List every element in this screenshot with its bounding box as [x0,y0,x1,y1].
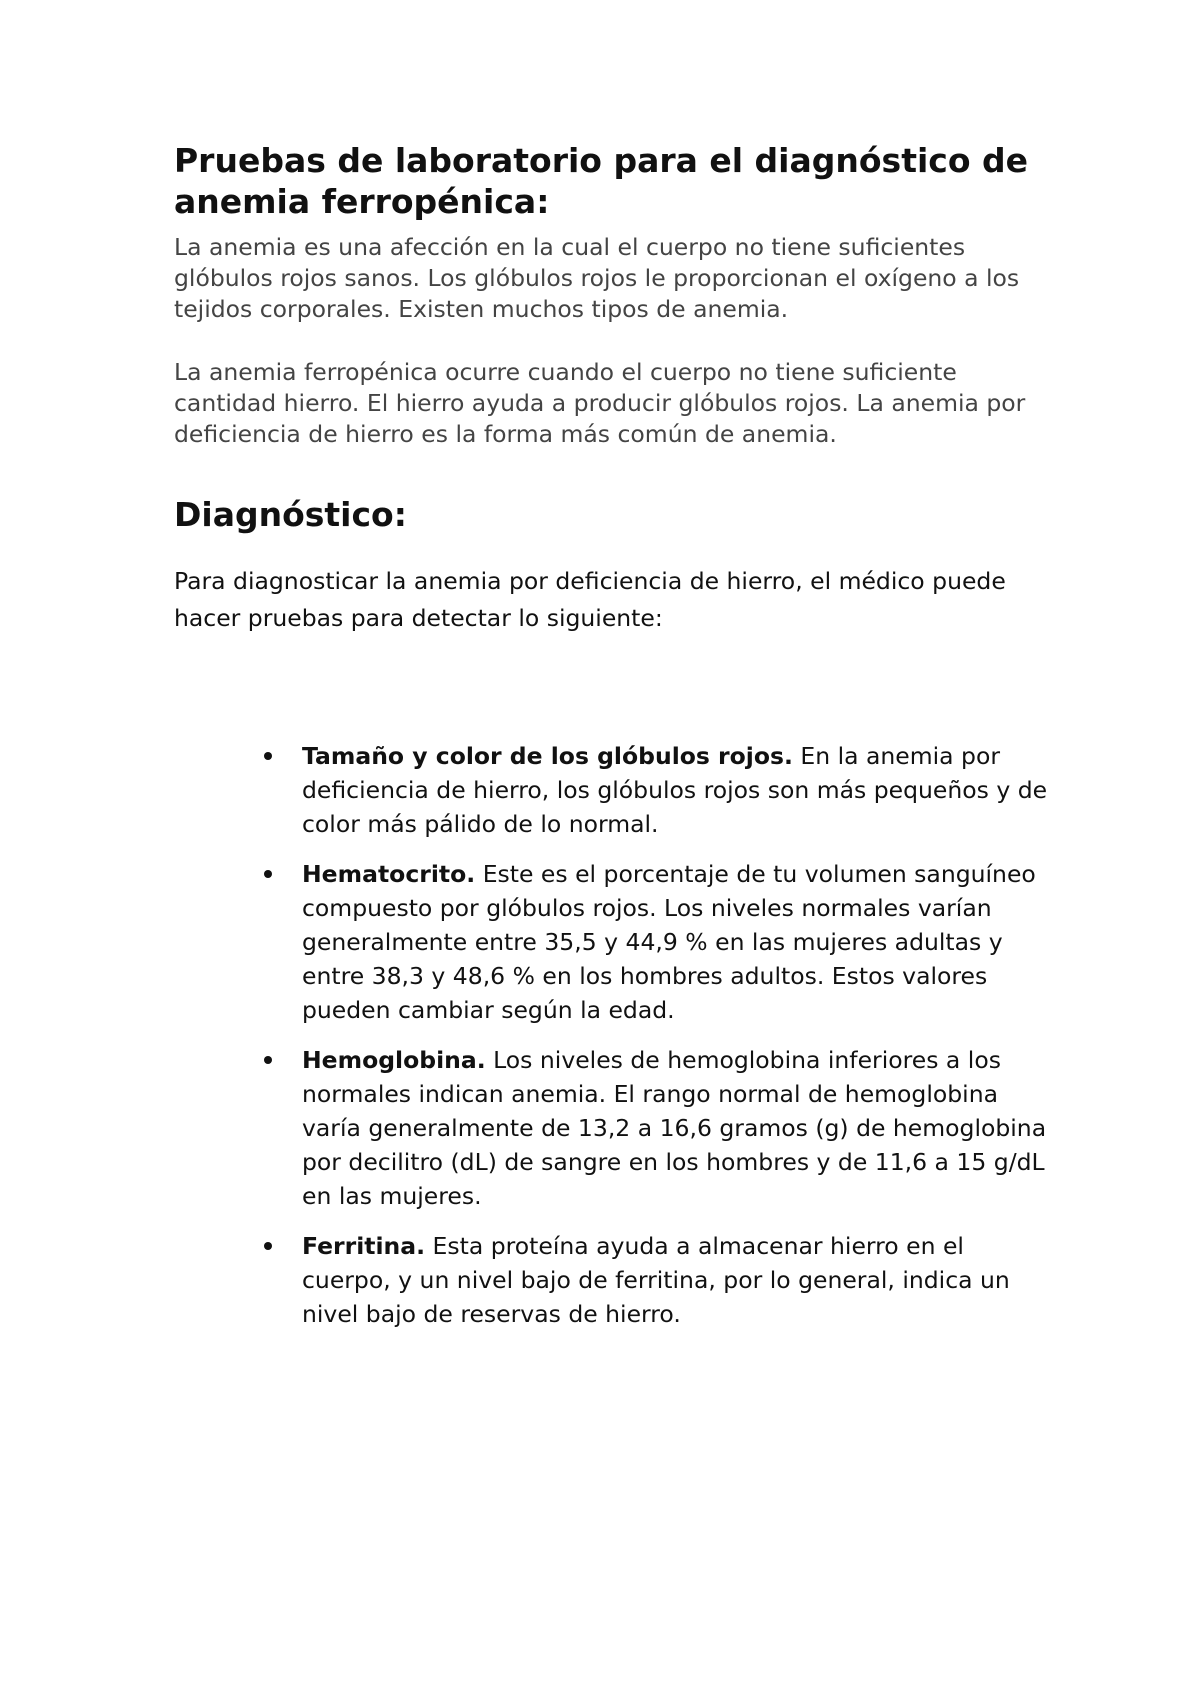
bullet-icon [264,1056,272,1064]
document-page [174,140,1054,1347]
list-item-text: Este es el porcentaje de tu volumen sanguíneo compuesto por glóbulos rojos. Los niveles normales varían generalmente entre 35,5 y 44,9 % en las mujeres adultas y entre 38,3 y 48,6 % en los hombres adultos. Estos valores pueden cambiar según la edad. [302,860,1036,1024]
list-item-hemoglobin [302,1043,1054,1213]
document-title: Pruebas de laboratorio para el diagnóstico de anemia ferropénica: [174,141,1029,221]
list-item-text: Esta proteína ayuda a almacenar hierro en el cuerpo, y un nivel bajo de ferritina, por lo general, indica un nivel bajo de reservas de hierro. [302,1232,1010,1328]
intro-paragraph-1: La anemia es una afección en la cual el cuerpo no tiene suficientes glóbulos rojos sanos. Los glóbulos rojos le proporcionan el oxígeno a los tejidos corporales. Existen muchos tipos de anemia. [174,233,1020,323]
bullet-icon [264,1242,272,1250]
bullet-icon [264,870,272,878]
section-heading-diagnosis: Diagnóstico: [174,495,407,534]
list-item-ferritin [302,1229,1054,1331]
list-item-red-cell-size-color [302,739,1054,841]
list-item-term: Tamaño y color de los glóbulos rojos. [302,742,793,770]
list-item-hematocrit [302,857,1054,1027]
list-item-term: Ferritina. [302,1232,426,1260]
list-item-text: Los niveles de hemoglobina inferiores a los normales indican anemia. El rango normal de hemoglobina varía generalmente de 13,2 a 16,6 gramos (g) de hemoglobina por decilitro (dL) de sangre en los hombres y de 11,6 a 15 g/dL en las mujeres. [302,1046,1047,1210]
diagnosis-lead-paragraph: Para diagnosticar la anemia por deficiencia de hierro, el médico puede hacer pruebas para detectar lo siguiente: [174,567,1006,632]
bullet-icon [264,752,272,760]
intro-paragraph-2: La anemia ferropénica ocurre cuando el cuerpo no tiene suficiente cantidad hierro. El hierro ayuda a producir glóbulos rojos. La anemia por deficiencia de hierro es la forma más común de anemia. [174,358,1026,448]
list-item-text: En la anemia por deficiencia de hierro, los glóbulos rojos son más pequeños y de color más pálido de lo normal. [302,742,1048,838]
list-item-term: Hematocrito. [302,860,476,888]
list-item-term: Hemoglobina. [302,1046,486,1074]
diagnostic-tests-list [174,739,1054,1331]
